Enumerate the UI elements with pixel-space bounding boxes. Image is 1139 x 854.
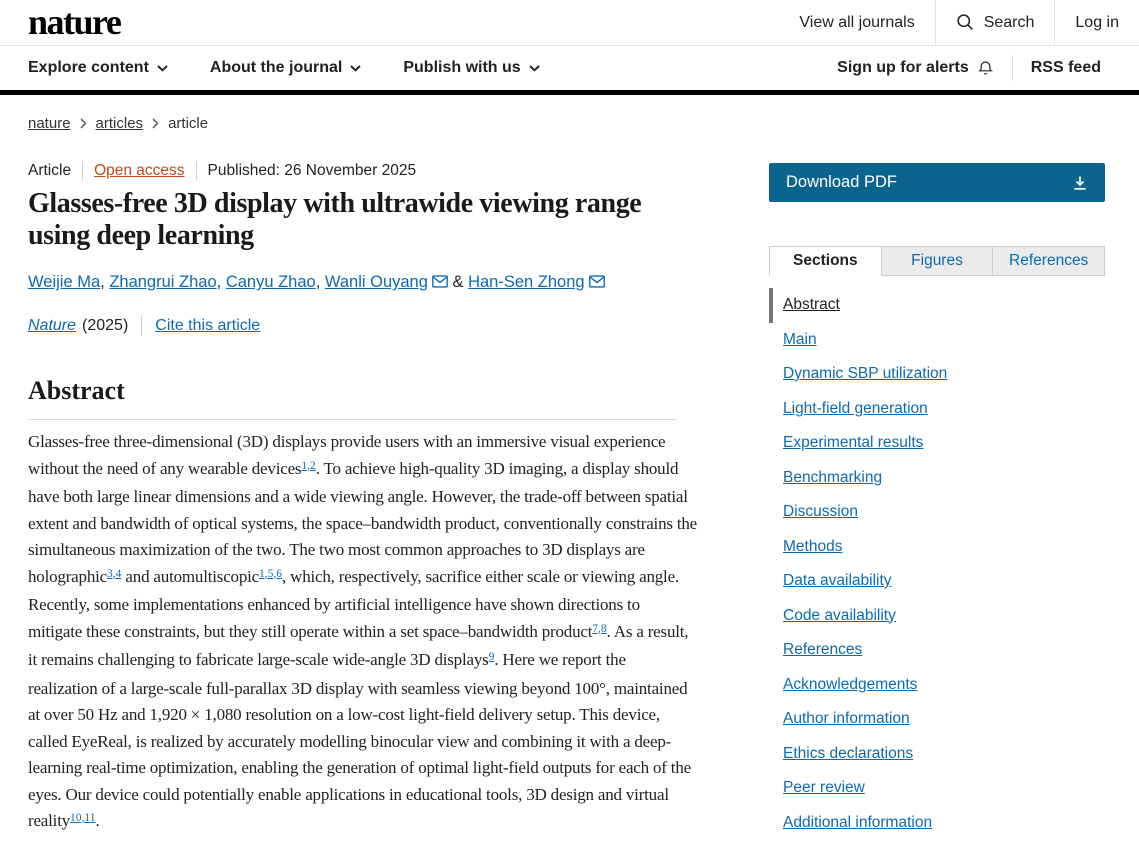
journal-name-link[interactable]: Nature: [28, 316, 77, 334]
breadcrumb-nature[interactable]: nature: [28, 115, 71, 132]
journal-nav: [0, 46, 1139, 90]
citation-link[interactable]: 3,4: [107, 567, 122, 580]
breadcrumb-articles[interactable]: articles: [95, 115, 144, 132]
article-column: [28, 95, 698, 854]
section-link-data-availability[interactable]: Data availability: [783, 572, 892, 589]
breadcrumb-current: article: [168, 115, 209, 132]
section-list-item: [769, 392, 1105, 427]
section-rule: [28, 419, 677, 420]
chevron-down-icon: [157, 65, 168, 72]
section-link-light-field-generation[interactable]: Light-field generation: [783, 399, 928, 417]
section-link-benchmarking[interactable]: Benchmarking: [783, 468, 883, 486]
sections-list: [769, 288, 1105, 840]
section-link-author-information[interactable]: Author information: [783, 710, 910, 727]
email-icon[interactable]: [589, 272, 605, 296]
section-link-ethics-declarations[interactable]: Ethics declarations: [783, 744, 914, 762]
rss-feed-link[interactable]: RSS feed: [1030, 59, 1101, 76]
search-icon: [956, 13, 975, 32]
section-list-item: [769, 495, 1105, 530]
bell-icon: [977, 59, 994, 77]
section-link-main[interactable]: Main: [783, 330, 817, 348]
citation-link[interactable]: 1,2: [301, 459, 316, 472]
section-list-item: [769, 530, 1105, 565]
section-list-item: [769, 357, 1105, 392]
section-list-item: [769, 288, 1105, 323]
chevron-right-icon: [80, 118, 87, 129]
abstract-heading: Abstract: [28, 376, 125, 406]
abstract-paragraph: Glasses-free three-dimensional (3D) displays provide users with an immersive visual experience without the need of any wearable devices$^{1,2}$. To achieve high-quality 3D imaging, a display should have both large linear dimensions and a wide viewing angle. However, the trade-off between spatial extent and bandwidth of optical systems, the space–bandwidth product, conventionally constrains the simultaneous maximization of the two. The two most common approaches to 3D displays are holographic$^{3,4}$ and automultiscopic$^{1,5,6}$, which, respectively, sacrifice either scale or viewing angle. Recently, some implementations enhanced by artificial intelligence have shown directions to mitigate these constraints, but they still operate within a set space–bandwidth product$^{7,8}$. As a result, it remains challenging to fabricate large-scale wide-angle 3D displays$^9$. Here we report the realization of a large-scale full-parallax 3D display with seamless viewing beyond 100°, maintained at over 50 Hz and 1,920 × 1,080 resolution on a low-cost light-field delivery setup. This device, called EyeReal, is realized by accurately modelling binocular view and combining it with a deep-learning real-time optimization, enabling the generation of optimal light-field outputs for each of the eyes. Our device could potentially enable applications in educational tools, 3D design and virtual reality$^{10,11}$.: [28, 432, 698, 831]
section-link-peer-review[interactable]: Peer review: [783, 779, 865, 796]
article-meta: [28, 161, 698, 180]
author-link[interactable]: Zhangrui Zhao: [109, 273, 217, 292]
section-list-item: [769, 599, 1105, 634]
section-list-item: [769, 737, 1105, 772]
tab-references[interactable]: References: [993, 246, 1105, 276]
journal-nav-utilities: [837, 55, 1101, 81]
search-link[interactable]: Search: [935, 0, 1055, 46]
nature-logo[interactable]: nature: [28, 1, 121, 42]
nav-publish-with-us[interactable]: Publish with us: [403, 59, 539, 77]
author-link[interactable]: Wanli Ouyang: [324, 273, 428, 292]
section-link-abstract[interactable]: Abstract: [783, 296, 840, 313]
breadcrumb: [28, 115, 698, 132]
download-pdf-button[interactable]: Download PDF: [769, 163, 1105, 202]
citation-link[interactable]: 7,8: [592, 622, 607, 635]
section-list-item: [769, 323, 1105, 358]
section-link-dynamic-sbp-utilization[interactable]: Dynamic SBP utilization: [783, 365, 948, 382]
author-link[interactable]: Canyu Zhao: [225, 273, 316, 292]
citation-link[interactable]: 10,11: [70, 812, 96, 824]
sign-up-alerts-link[interactable]: Sign up for alerts: [837, 59, 994, 77]
chevron-down-icon: [350, 65, 361, 72]
vertical-divider: [82, 161, 83, 180]
view-all-journals-link[interactable]: View all journals: [799, 13, 915, 31]
section-link-additional-information[interactable]: Additional information: [783, 813, 933, 831]
journal-year: (2025): [82, 316, 129, 334]
tab-figures[interactable]: Figures: [882, 246, 994, 276]
section-list-item: [769, 564, 1105, 599]
section-link-discussion[interactable]: Discussion: [783, 503, 858, 520]
section-list-item: [769, 668, 1105, 703]
cite-article-link[interactable]: Cite this article: [155, 316, 261, 334]
section-link-code-availability[interactable]: Code availability: [783, 606, 896, 624]
sidebar-tabs: [769, 246, 1105, 276]
chevron-right-icon: [152, 118, 159, 129]
site-header: [0, 0, 1139, 46]
section-link-methods[interactable]: Methods: [783, 537, 843, 555]
vertical-divider: [196, 161, 197, 180]
section-link-experimental-results[interactable]: Experimental results: [783, 434, 924, 451]
article-type-label: Article: [28, 161, 72, 179]
citation-link[interactable]: 1,5,6: [259, 567, 283, 580]
citation-link[interactable]: 9: [488, 651, 495, 663]
journal-nav-links: [28, 59, 540, 77]
download-icon: [1072, 175, 1088, 191]
author-list: Weijie Ma, Zhangrui Zhao, Canyu Zhao, Wanli Ouyang & Han-Sen Zhong: [28, 271, 698, 296]
open-access-link[interactable]: Open access: [94, 161, 185, 179]
login-link[interactable]: Log in: [1054, 0, 1139, 46]
main-content: [0, 95, 1139, 854]
email-icon[interactable]: [432, 272, 448, 296]
section-list-item: [769, 702, 1105, 737]
section-list-item: [769, 426, 1105, 461]
nav-explore-content[interactable]: Explore content: [28, 59, 168, 77]
section-link-references[interactable]: References: [783, 641, 863, 658]
journal-citation-line: [28, 315, 698, 336]
chevron-down-icon: [529, 65, 540, 72]
article-title: Glasses-free 3D display with ultrawide viewing range using deep learning: [28, 188, 642, 251]
section-list-item: [769, 771, 1105, 806]
vertical-divider: [141, 315, 142, 336]
published-date: Published: 26 November 2025: [207, 161, 417, 179]
nav-about-journal[interactable]: About the journal: [210, 59, 361, 77]
section-list-item: [769, 806, 1105, 841]
section-list-item: [769, 633, 1105, 668]
tab-sections[interactable]: Sections: [769, 246, 882, 276]
article-sidebar: [769, 95, 1105, 854]
vertical-divider: [1012, 55, 1013, 81]
header-utility-nav: [779, 0, 1139, 46]
section-list-item: [769, 461, 1105, 496]
section-link-acknowledgements[interactable]: Acknowledgements: [783, 675, 918, 693]
author-link[interactable]: Weijie Ma: [28, 273, 101, 292]
author-link[interactable]: Han-Sen Zhong: [468, 273, 585, 292]
